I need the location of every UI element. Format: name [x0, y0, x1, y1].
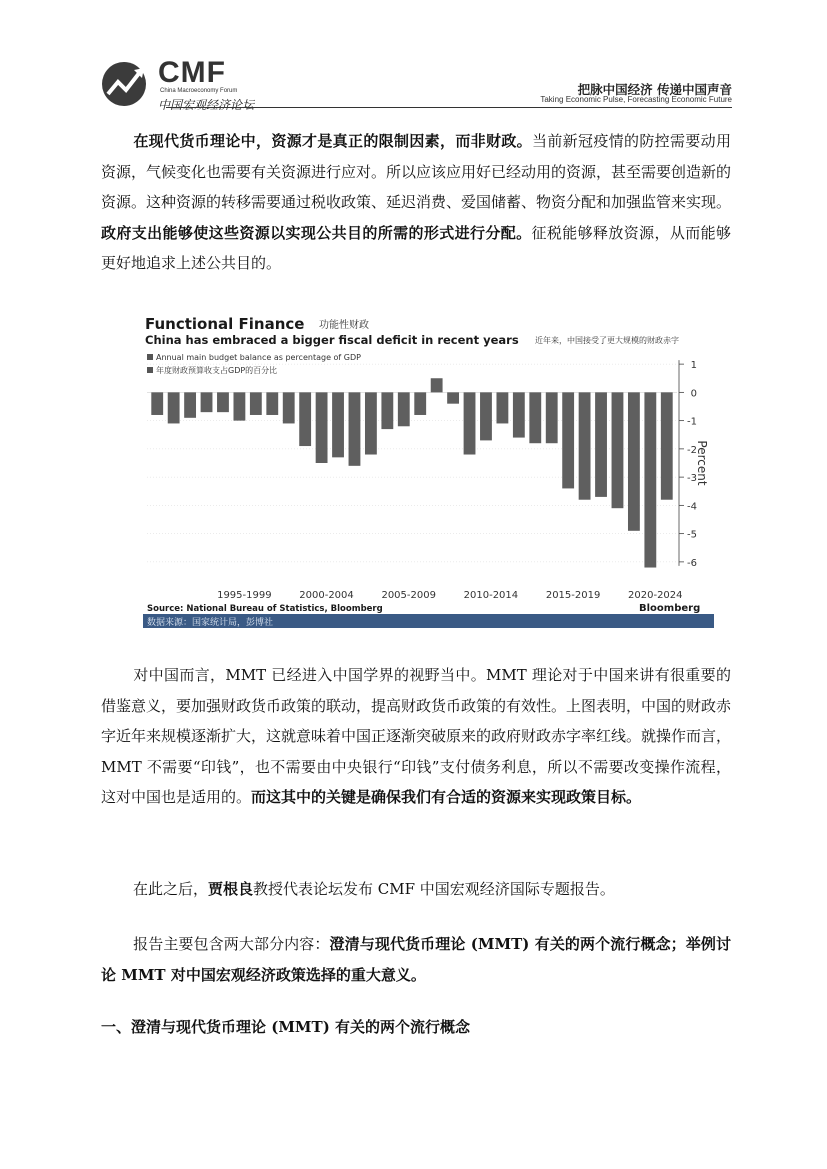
bar	[299, 392, 311, 446]
section-heading: 一、澄清与现代货币理论 (MMT) 有关的两个流行概念	[101, 1018, 471, 1036]
bar-chart	[143, 310, 714, 628]
bar	[644, 392, 656, 567]
chart-footer-bar	[143, 614, 714, 628]
bar	[447, 392, 459, 403]
bar	[414, 392, 426, 415]
chart-subtitle: China has embraced a bigger fiscal deficit in recent years	[145, 333, 519, 347]
header-rule	[166, 107, 732, 108]
bar	[168, 392, 180, 423]
chart-source: Source: National Bureau of Statistics, Bloomberg	[147, 604, 383, 614]
y-tick-label: 1	[690, 360, 697, 372]
para4-bold-1: 澄清与现代货币理论 (MMT) 有关的两个流行概念；举例讨论 MMT 对中国宏观经济政策选择的重大意义。	[101, 935, 731, 984]
bar	[217, 392, 229, 412]
para3-text-1: 在此之后，	[133, 880, 209, 898]
x-period-label: 2005-2009	[381, 590, 436, 601]
y-tick-label: -1	[687, 416, 697, 428]
chart-source-cn: 数据来源：国家统计局，彭博社	[147, 618, 274, 628]
chart-title: Functional Finance	[145, 315, 305, 333]
para1-bold-1: 在现代货币理论中，资源才是真正的限制因素，而非财政。	[133, 132, 532, 150]
bar	[332, 392, 344, 457]
bar	[431, 378, 443, 392]
y-tick-label: -5	[687, 529, 697, 541]
y-tick-label: -2	[687, 444, 697, 456]
bar	[250, 392, 262, 415]
bar	[612, 392, 624, 508]
y-axis-label: Percent	[695, 440, 709, 486]
bar	[283, 392, 295, 423]
page-header	[100, 58, 732, 110]
bar	[661, 392, 673, 499]
chart-svg	[143, 310, 714, 614]
legend-swatch	[147, 354, 153, 360]
para3-text-2: 教授代表论坛发布 CMF 中国宏观经济国际专题报告。	[253, 880, 615, 898]
bar	[201, 392, 213, 412]
y-tick-label: -3	[687, 473, 697, 485]
logo-text: CMF	[158, 56, 226, 89]
para2-text-1: 对中国而言，MMT 已经进入中国学界的视野当中。MMT 理论对于中国来讲有很重要的借鉴意义，要加强财政货币政策的联动，提高财政货币政策的有效性。上图表明，中国的财政赤字近年来规模逐渐扩大，这就意味着中国正逐渐突破原来的政府财政赤字率红线。就操作而言，MMT 不需要“印钱”，也不需要由中央银行“印钱”支付债务利息，所以不需要改变操作流程，这对中国也是适用的。	[101, 666, 732, 806]
bar	[628, 392, 640, 530]
para1-bold-2: 政府支出能够使这些资源以实现公共目的所需的形式进行分配。	[101, 223, 532, 242]
cmf-logo-icon	[100, 60, 152, 108]
legend-label: Annual main budget balance as percentage of GDP	[156, 353, 361, 362]
para3-bold-1: 贾根良	[208, 880, 254, 898]
para1-text-2: 征税能够释放资源，从而能够更好地追求上述公共目的。	[101, 223, 731, 272]
bar	[316, 392, 328, 463]
y-tick-label: -4	[687, 501, 697, 513]
y-tick-label: -6	[687, 557, 697, 569]
x-period-label: 2010-2014	[463, 590, 519, 601]
bar	[464, 392, 476, 454]
bar	[151, 392, 163, 415]
bar	[266, 392, 278, 415]
chart-subtitle-cn: 近年来，中国接受了更大规模的财政赤字	[535, 336, 679, 345]
x-period-label: 2000-2004	[299, 590, 354, 601]
logo-subtitle-en: China Macroeconomy Forum	[160, 88, 238, 94]
bar	[480, 392, 492, 440]
bar	[184, 392, 196, 417]
bar	[381, 392, 393, 429]
slogan-en: Taking Economic Pulse, Forecasting Economic Future	[540, 95, 732, 104]
bar	[233, 392, 245, 420]
x-period-label: 1995-1999	[217, 590, 272, 601]
bar	[349, 392, 361, 465]
bar	[398, 392, 410, 426]
bar	[546, 392, 558, 443]
paragraph-2	[101, 660, 731, 813]
bar	[579, 392, 591, 499]
slogan-cn: 把脉中国经济 传递中国声音	[577, 82, 732, 97]
para1-text-1: 当前新冠疫情的防控需要动用资源，气候变化也需要有关资源进行应对。所以应该应用好已经动用的资源，甚至需要创造新的资源。这种资源的转移需要通过税收政策、延迟消费、爱国储蓄、物资分配和加强监管来实现。	[101, 132, 732, 211]
bar	[529, 392, 541, 443]
chart-title-cn: 功能性财政	[319, 320, 369, 331]
para2-bold-1: 而这其中的关键是确保我们有合适的资源来实现政策目标。	[251, 788, 642, 806]
bar	[496, 392, 508, 423]
bar	[595, 392, 607, 497]
bar	[365, 392, 377, 454]
paragraph-1	[101, 126, 731, 279]
x-period-label: 2015-2019	[545, 590, 601, 601]
para4-text-1: 报告主要包含两大部分内容：	[133, 935, 330, 953]
paragraph-4	[101, 929, 731, 990]
logo-subtitle-cn: 中国宏观经济论坛	[158, 98, 255, 112]
legend-label-cn: 年度财政预算收支占GDP的百分比	[156, 366, 278, 375]
bar	[513, 392, 525, 437]
legend-swatch-cn	[147, 367, 153, 373]
chart-brand: Bloomberg	[639, 603, 701, 614]
y-tick-label: 0	[690, 388, 697, 400]
bar	[562, 392, 574, 488]
x-period-label: 2020-2024	[628, 590, 683, 601]
paragraph-3	[101, 874, 731, 905]
